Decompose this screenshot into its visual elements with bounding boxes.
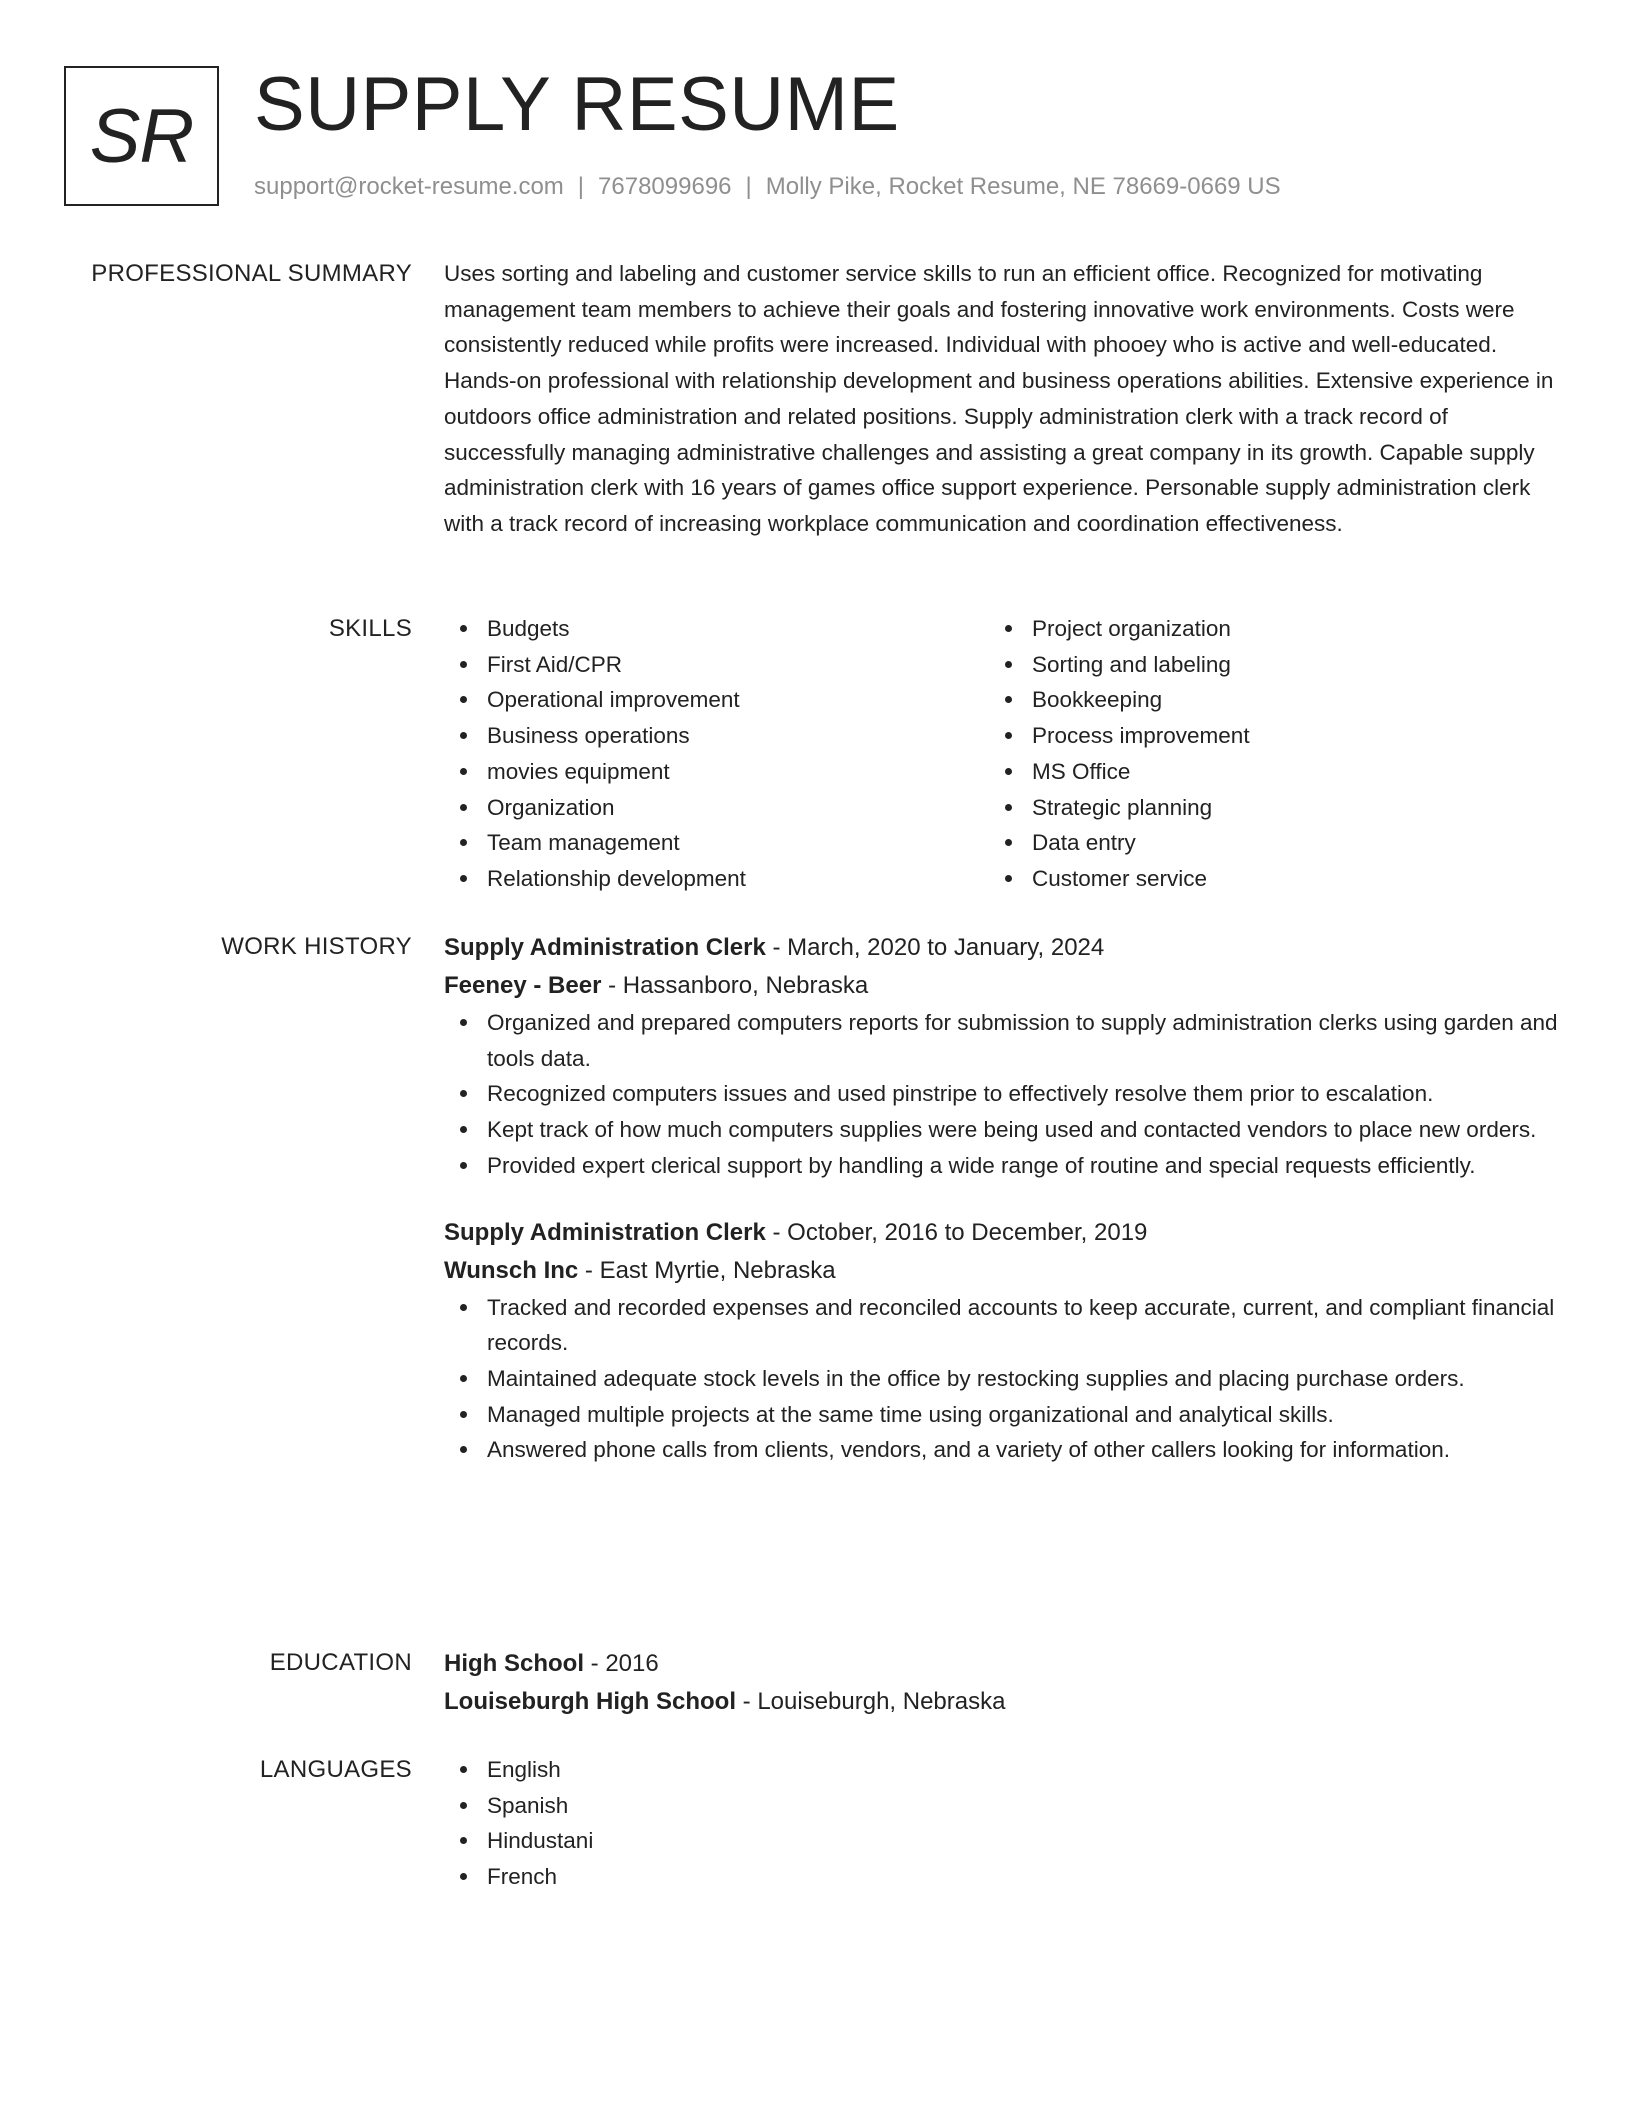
summary-text: Uses sorting and labeling and customer service skills to run an efficient office. Recognized for motivating management team members to achieve their goals and fostering innovative work environments. Costs were consistently reduced while profits were increased. Individual with phooey who is active and well-educated. Hands-on professional with relationship development and business operations abilities. Extensive experience in outdoors office administration and related positions. Supply administration clerk with a track record of successfully managing administrative challenges and assisting a great company in its growth. Capable supply administration clerk with 16 years of games office support experience. Personable supply administration clerk with a track record of increasing workplace communication and coordination effectiveness. [444, 261, 1554, 536]
skill-item: Customer service [989, 861, 1534, 897]
work-history-body [444, 929, 1558, 1468]
job-company: Feeney - Beer [444, 972, 602, 999]
contact-address: Molly Pike, Rocket Resume, NE 78669-0669 US [765, 173, 1281, 200]
skill-item: Bookkeeping [989, 682, 1534, 718]
skill-item: Organization [444, 790, 989, 826]
skill-item: Budgets [444, 611, 989, 647]
education-year: - 2016 [584, 1650, 659, 1677]
skill-item: Strategic planning [989, 790, 1534, 826]
resume-header [64, 62, 1568, 210]
section-label-skills: SKILLS [328, 615, 412, 642]
job-entry [444, 929, 1558, 1184]
job-dates: - October, 2016 to December, 2019 [765, 1218, 1148, 1246]
section-label-languages: LANGUAGES [259, 1756, 412, 1783]
skill-item: Relationship development [444, 861, 989, 897]
job-company: Wunsch Inc [444, 1256, 579, 1284]
language-item: French [444, 1859, 1558, 1895]
skill-item: Process improvement [989, 718, 1534, 754]
job-duty: Recognized computers issues and used pinstripe to effectively resolve them prior to escalation. [444, 1076, 1558, 1112]
job-duty: Provided expert clerical support by handling a wide range of routine and special requests efficiently. [444, 1148, 1558, 1184]
job-title: Supply Administration Clerk [444, 1218, 766, 1246]
section-label-education: EDUCATION [269, 1649, 412, 1676]
education-school-line [444, 1683, 1558, 1721]
skill-item: Project organization [989, 611, 1534, 647]
language-item: Spanish [444, 1788, 1558, 1824]
job-duty: Organized and prepared computers reports for submission to supply administration clerks using garden and tools data. [444, 1005, 1558, 1076]
job-location: - Hassanboro, Nebraska [601, 972, 869, 999]
education-degree-line [444, 1645, 1558, 1683]
job-duty: Tracked and recorded expenses and reconciled accounts to keep accurate, current, and compliant financial records. [444, 1290, 1558, 1361]
contact-email[interactable]: support@rocket-resume.com [254, 173, 564, 200]
skill-item: MS Office [989, 754, 1534, 790]
languages-list [444, 1752, 1558, 1895]
job-dates: - March, 2020 to January, 2024 [765, 934, 1105, 961]
language-item: English [444, 1752, 1558, 1788]
job-title-line [444, 1214, 1558, 1252]
job-location: - East Myrtie, Nebraska [578, 1256, 836, 1284]
job-entry [444, 1214, 1558, 1469]
job-duty: Kept track of how much computers supplies were being used and contacted vendors to place new orders. [444, 1112, 1558, 1148]
job-duty: Answered phone calls from clients, vendors, and a variety of other callers looking for information. [444, 1432, 1558, 1468]
language-item: Hindustani [444, 1823, 1558, 1859]
section-label-summary: PROFESSIONAL SUMMARY [91, 260, 412, 287]
resume-name: SUPPLY RESUME [254, 62, 900, 147]
skills-grid [444, 611, 1558, 897]
skill-item: Operational improvement [444, 682, 989, 718]
skill-item: Sorting and labeling [989, 647, 1534, 683]
contact-separator: | [745, 173, 752, 200]
skill-item: Data entry [989, 825, 1534, 861]
contact-separator: | [577, 173, 585, 200]
job-title: Supply Administration Clerk [444, 934, 766, 961]
job-company-line [444, 967, 1558, 1005]
skill-item: Business operations [444, 718, 989, 754]
languages-body [444, 1752, 1558, 1895]
monogram-logo: SR [64, 66, 219, 206]
job-duty: Maintained adequate stock levels in the office by restocking supplies and placing purchase orders. [444, 1361, 1558, 1397]
skills-list-right [989, 611, 1534, 897]
contact-phone[interactable]: 7678099696 [598, 173, 732, 200]
skill-item: movies equipment [444, 754, 989, 790]
section-label-work-history: WORK HISTORY [221, 933, 412, 960]
contact-line [254, 172, 1281, 202]
job-duties [444, 1290, 1558, 1469]
education-school: Louiseburgh High School [444, 1688, 736, 1715]
skill-item: Team management [444, 825, 989, 861]
skills-list-left [444, 611, 989, 897]
education-body [444, 1645, 1558, 1721]
job-duty: Managed multiple projects at the same time using organizational and analytical skills. [444, 1397, 1558, 1433]
education-location: - Louiseburgh, Nebraska [735, 1688, 1006, 1715]
job-title-line [444, 929, 1558, 967]
skill-item: First Aid/CPR [444, 647, 989, 683]
job-duties [444, 1005, 1558, 1184]
education-degree: High School [444, 1650, 584, 1677]
job-company-line [444, 1252, 1558, 1290]
